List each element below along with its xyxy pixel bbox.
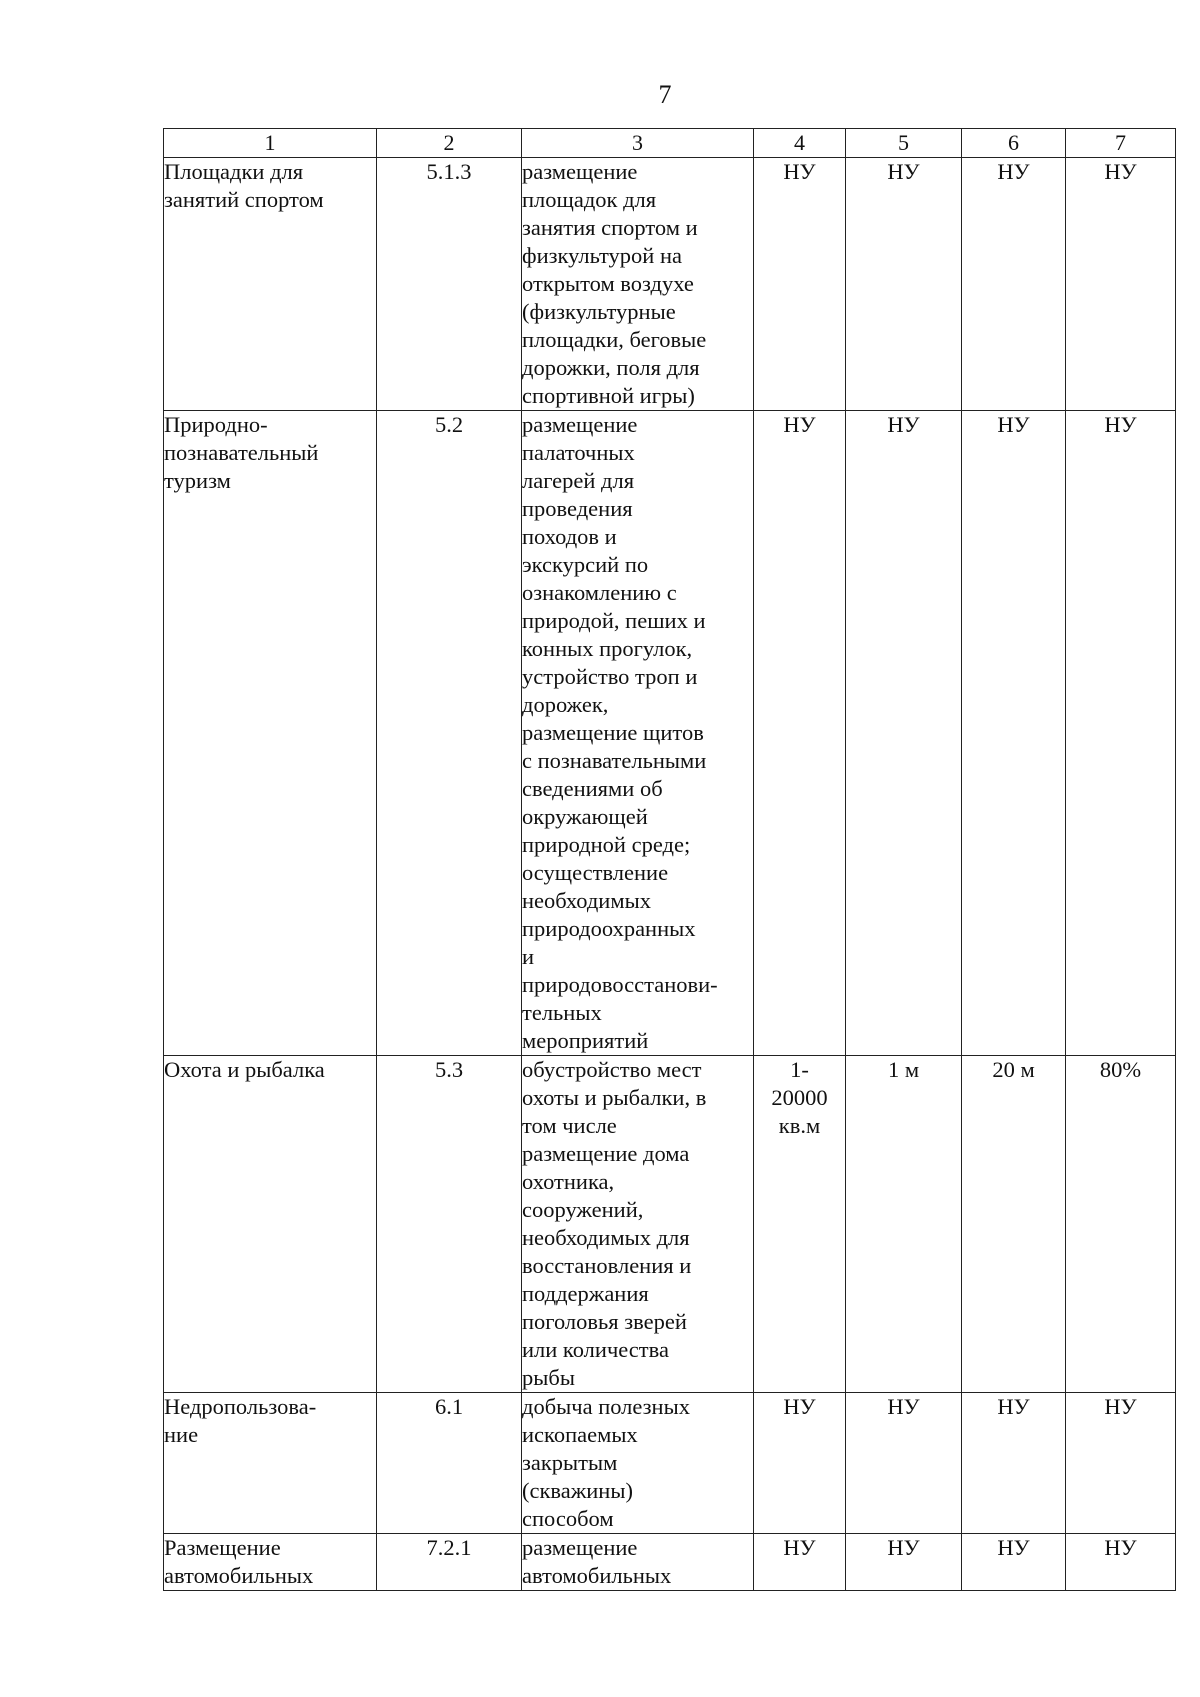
row-name: Природно- познавательный туризм xyxy=(164,412,319,493)
row-col4: НУ xyxy=(783,412,816,437)
row-code-cell xyxy=(377,1056,522,1393)
row-code-cell xyxy=(377,1393,522,1534)
row-col7-cell xyxy=(1066,158,1176,411)
row-col5-cell xyxy=(846,1534,962,1591)
row-col4-cell xyxy=(754,1534,846,1591)
row-name-cell xyxy=(164,158,377,411)
row-col5-cell xyxy=(846,158,962,411)
row-col7-cell xyxy=(1066,411,1176,1056)
row-name-cell xyxy=(164,411,377,1056)
row-col5-cell xyxy=(846,1056,962,1393)
row-col4-cell xyxy=(754,1393,846,1534)
row-description: размещение площадок для занятия спортом и физкультурой на открытом воздухе (физкультурные площадки, беговые дорожки, поля для спортивной игры) xyxy=(522,159,707,408)
row-name-cell xyxy=(164,1393,377,1534)
table-row xyxy=(164,1393,1176,1534)
table-row xyxy=(164,1534,1176,1591)
row-col7: НУ xyxy=(1104,159,1137,184)
row-col4-cell xyxy=(754,411,846,1056)
row-col7-cell xyxy=(1066,1534,1176,1591)
header-cell-2: 2 xyxy=(377,129,522,158)
row-col6: 20 м xyxy=(992,1057,1035,1082)
row-name: Площадки для занятий спортом xyxy=(164,159,324,212)
row-description-cell xyxy=(522,1393,754,1534)
row-code-cell xyxy=(377,411,522,1056)
row-col5: НУ xyxy=(887,1535,920,1560)
header-cell-4: 4 xyxy=(754,129,846,158)
row-col4: НУ xyxy=(783,1535,816,1560)
row-description-cell xyxy=(522,1056,754,1393)
header-cell-3: 3 xyxy=(522,129,754,158)
row-col4: НУ xyxy=(783,159,816,184)
row-col7-cell xyxy=(1066,1056,1176,1393)
row-col6: НУ xyxy=(997,1394,1030,1419)
row-col6: НУ xyxy=(997,1535,1030,1560)
row-description-cell xyxy=(522,1534,754,1591)
row-description: обустройство мест охоты и рыбалки, в том числе размещение дома охотника, сооружений, необходимых для восстановления и поддержания поголовья зверей или количества рыбы xyxy=(522,1057,707,1390)
row-code-cell xyxy=(377,1534,522,1591)
row-col6: НУ xyxy=(997,412,1030,437)
row-name: Охота и рыбалка xyxy=(164,1057,325,1082)
row-code: 7.2.1 xyxy=(426,1535,472,1560)
row-col5: 1 м xyxy=(887,1057,920,1082)
row-col5-cell xyxy=(846,411,962,1056)
row-col7: НУ xyxy=(1104,1394,1137,1419)
row-name: Недропользова- ние xyxy=(164,1394,317,1447)
row-name-cell xyxy=(164,1534,377,1591)
row-col4-cell xyxy=(754,1056,846,1393)
row-col5: НУ xyxy=(887,412,920,437)
row-col6-cell xyxy=(962,411,1066,1056)
row-name: Размещение автомобильных xyxy=(164,1535,314,1588)
row-description: добыча полезных ископаемых закрытым (скважины) способом xyxy=(522,1394,690,1531)
row-col6-cell xyxy=(962,1534,1066,1591)
row-col5: НУ xyxy=(887,1394,920,1419)
row-col6-cell xyxy=(962,1056,1066,1393)
row-name-cell xyxy=(164,1056,377,1393)
header-cell-6: 6 xyxy=(962,129,1066,158)
row-code-cell xyxy=(377,158,522,411)
row-col7: НУ xyxy=(1104,412,1137,437)
row-code: 5.3 xyxy=(434,1057,464,1082)
row-col6: НУ xyxy=(997,159,1030,184)
row-description: размещение автомобильных xyxy=(522,1535,672,1588)
row-col4: 1- 20000 кв.м xyxy=(771,1057,828,1138)
row-code: 5.1.3 xyxy=(426,159,472,184)
row-col6-cell xyxy=(962,1393,1066,1534)
header-row xyxy=(164,129,1176,158)
row-col7: НУ xyxy=(1104,1535,1137,1560)
table-row xyxy=(164,158,1176,411)
land-use-table xyxy=(163,128,1176,1591)
page-number: 7 xyxy=(658,80,672,109)
row-description: размещение палаточных лагерей для проведения походов и экскурсий по ознакомлению с природой, пеших и конных прогулок, устройство троп и дорожек, размещение щитов с познавательными сведениями об окружающей природной среде; осуществление необходимых природоохранных и природовосстанови- тельных мероприятий xyxy=(522,412,718,1053)
table-row xyxy=(164,1056,1176,1393)
header-cell-1: 1 xyxy=(164,129,377,158)
row-col7: 80% xyxy=(1099,1057,1142,1082)
table-row xyxy=(164,411,1176,1056)
row-col5: НУ xyxy=(887,159,920,184)
row-code: 6.1 xyxy=(434,1394,464,1419)
row-code: 5.2 xyxy=(434,412,464,437)
header-cell-5: 5 xyxy=(846,129,962,158)
row-col4-cell xyxy=(754,158,846,411)
row-description-cell xyxy=(522,411,754,1056)
header-cell-7: 7 xyxy=(1066,129,1176,158)
row-col4: НУ xyxy=(783,1394,816,1419)
row-col5-cell xyxy=(846,1393,962,1534)
row-col6-cell xyxy=(962,158,1066,411)
row-description-cell xyxy=(522,158,754,411)
row-col7-cell xyxy=(1066,1393,1176,1534)
